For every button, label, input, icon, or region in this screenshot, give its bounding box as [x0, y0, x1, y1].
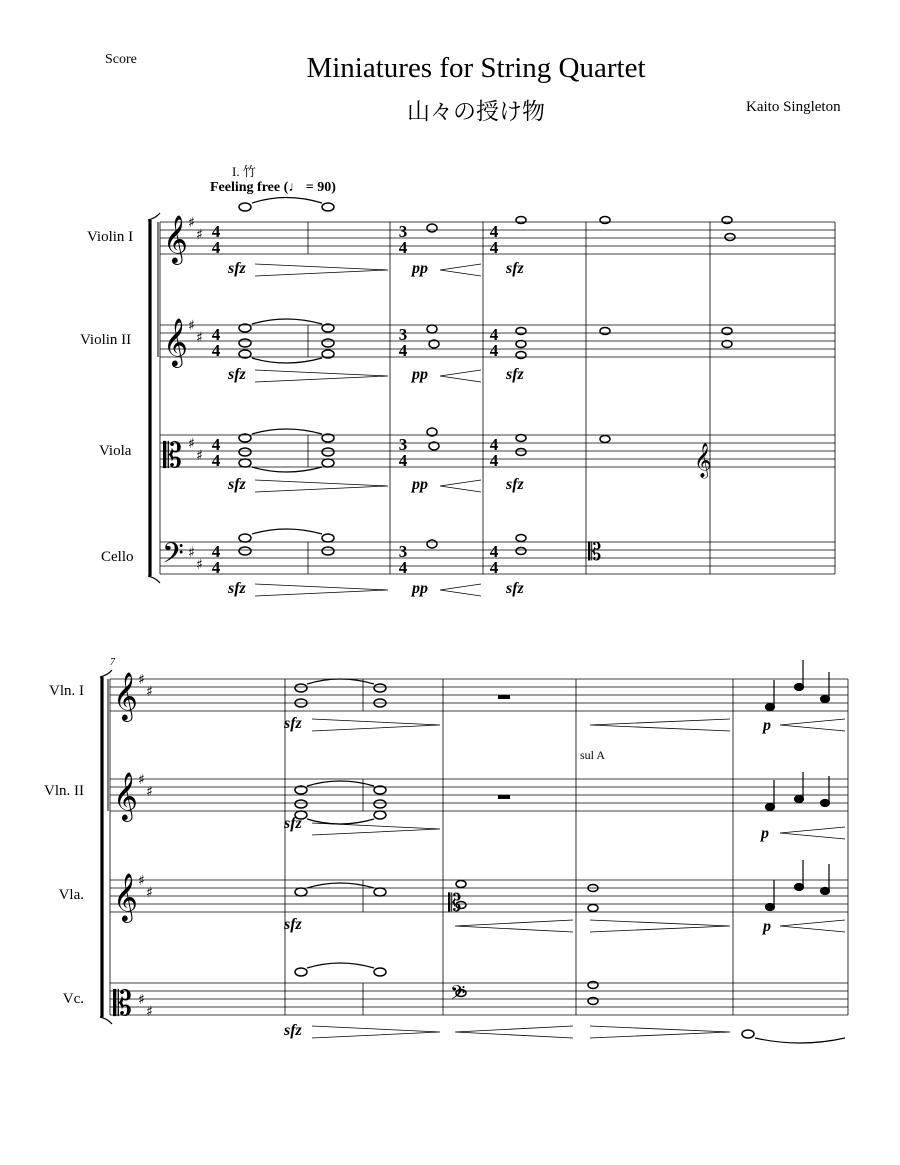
dynamic-sfz: sfz: [228, 580, 246, 597]
dynamic-sfz: sfz: [228, 476, 246, 493]
svg-text:4: 4: [398, 238, 408, 257]
svg-text:4: 4: [211, 435, 221, 454]
sharp-icon: ♯: [188, 215, 195, 231]
svg-text:4: 4: [489, 341, 499, 360]
treble-clef-icon: 𝄞: [694, 443, 712, 478]
dynamic-p: p: [763, 717, 771, 734]
instrument-name-violin1: Violin I: [87, 229, 134, 245]
svg-text:4: 4: [211, 542, 221, 561]
staff-vln2: [110, 779, 848, 811]
svg-text:4: 4: [211, 341, 221, 360]
alto-clef-icon: 𝄡: [448, 889, 462, 917]
dynamic-sfz: sfz: [506, 366, 524, 383]
sharp-icon: ♯: [146, 885, 153, 901]
instrument-abbr-violin2: Vln. II: [44, 783, 84, 799]
hairpins: [255, 264, 845, 1038]
bass-clef-icon: 𝄢: [450, 981, 466, 1009]
alto-clef-icon: 𝄡: [163, 436, 182, 476]
sharp-icon: ♯: [188, 318, 195, 334]
instrument-abbr-viola: Vla.: [58, 887, 84, 903]
dynamic-p: p: [761, 825, 769, 842]
dynamic-sfz: sfz: [506, 580, 524, 597]
staff-vla: [110, 880, 848, 912]
sharp-icon: ♯: [196, 330, 203, 346]
dynamic-sfz: sfz: [228, 260, 246, 277]
sharp-icon: ♯: [146, 1004, 153, 1020]
dynamic-sfz: sfz: [506, 260, 524, 277]
svg-text:3: 3: [398, 435, 408, 454]
tenor-clef-icon: 𝄡: [113, 984, 132, 1024]
instrument-name-viola: Viola: [99, 443, 132, 459]
instrument-name-violin2: Violin II: [80, 332, 132, 348]
movement-heading: I. 竹: [232, 164, 256, 179]
svg-text:4: 4: [489, 542, 499, 561]
quarter-notes: [766, 660, 830, 911]
treble-clef-icon: 𝄞: [113, 771, 138, 820]
dynamic-sfz: sfz: [284, 715, 302, 732]
tempo-value: = 90): [305, 180, 336, 195]
svg-text:4: 4: [211, 558, 221, 577]
svg-text:4: 4: [489, 222, 499, 241]
dynamic-sfz: sfz: [284, 815, 302, 832]
instrument-abbr-cello: Vc.: [62, 991, 84, 1007]
dynamic-pp: pp: [412, 366, 428, 383]
svg-text:4: 4: [211, 325, 221, 344]
bass-clef-icon: 𝄢: [162, 537, 184, 577]
dynamic-pp: pp: [412, 580, 428, 597]
sharp-icon: ♯: [188, 545, 195, 561]
dynamic-p: p: [763, 918, 771, 935]
staff-vln1: [110, 679, 848, 711]
barlines-system2: [110, 679, 848, 1015]
svg-text:4: 4: [211, 238, 221, 257]
sharp-icon: ♯: [138, 992, 145, 1008]
tempo-text: Feeling free (: [210, 180, 289, 195]
sharp-icon: ♯: [196, 557, 203, 573]
score-title: Miniatures for String Quartet: [306, 52, 646, 84]
whole-rest-icon: [498, 695, 510, 699]
dynamic-pp: pp: [412, 476, 428, 493]
svg-text:3: 3: [398, 325, 408, 344]
score-label: Score: [105, 52, 137, 67]
instrument-name-cello: Cello: [101, 549, 134, 565]
treble-clef-icon: 𝄞: [113, 872, 138, 921]
svg-text:4: 4: [489, 238, 499, 257]
staff-vc: [110, 983, 848, 1015]
svg-text:3: 3: [398, 222, 408, 241]
svg-text:4: 4: [489, 325, 499, 344]
clefs: [113, 214, 712, 1024]
sharp-icon: ♯: [146, 684, 153, 700]
sharp-icon: ♯: [196, 448, 203, 464]
dynamic-sfz: sfz: [228, 366, 246, 383]
treble-clef-icon: 𝄞: [163, 214, 188, 263]
sharp-icon: ♯: [146, 784, 153, 800]
treble-clef-icon: 𝄞: [163, 317, 188, 366]
score-subtitle: 山々の授け物: [407, 99, 545, 124]
dynamic-sfz: sfz: [284, 1022, 302, 1039]
whole-rest-icon: [498, 795, 510, 799]
sharp-icon: ♯: [138, 873, 145, 889]
barlines-system1: [160, 222, 835, 574]
system1-staves: [148, 213, 835, 583]
sharp-icon: ♯: [196, 227, 203, 243]
svg-text:4: 4: [398, 558, 408, 577]
sharp-icon: ♯: [138, 672, 145, 688]
svg-text:4: 4: [398, 341, 408, 360]
svg-text:4: 4: [489, 558, 499, 577]
treble-clef-icon: 𝄞: [113, 671, 138, 720]
svg-text:4: 4: [211, 451, 221, 470]
dynamic-sfz: sfz: [284, 916, 302, 933]
svg-text:4: 4: [489, 451, 499, 470]
ties: [252, 198, 845, 1044]
composer-name: Kaito Singleton: [746, 99, 841, 115]
time-signatures: [212, 222, 499, 577]
system2-staves: [100, 670, 848, 1024]
tenor-clef-icon: 𝄡: [588, 538, 602, 566]
svg-text:4: 4: [211, 222, 221, 241]
sul-a-annotation: sul A: [580, 748, 606, 762]
svg-text:3: 3: [398, 542, 408, 561]
svg-text:4: 4: [489, 435, 499, 454]
quarter-note-icon: ♩: [288, 180, 303, 195]
measure-number: 7: [110, 657, 115, 668]
dynamic-pp: pp: [412, 260, 428, 277]
sharp-icon: ♯: [188, 436, 195, 452]
sharp-icon: ♯: [138, 772, 145, 788]
instrument-abbr-violin1: Vln. I: [49, 683, 84, 699]
svg-text:4: 4: [398, 451, 408, 470]
dynamic-sfz: sfz: [506, 476, 524, 493]
